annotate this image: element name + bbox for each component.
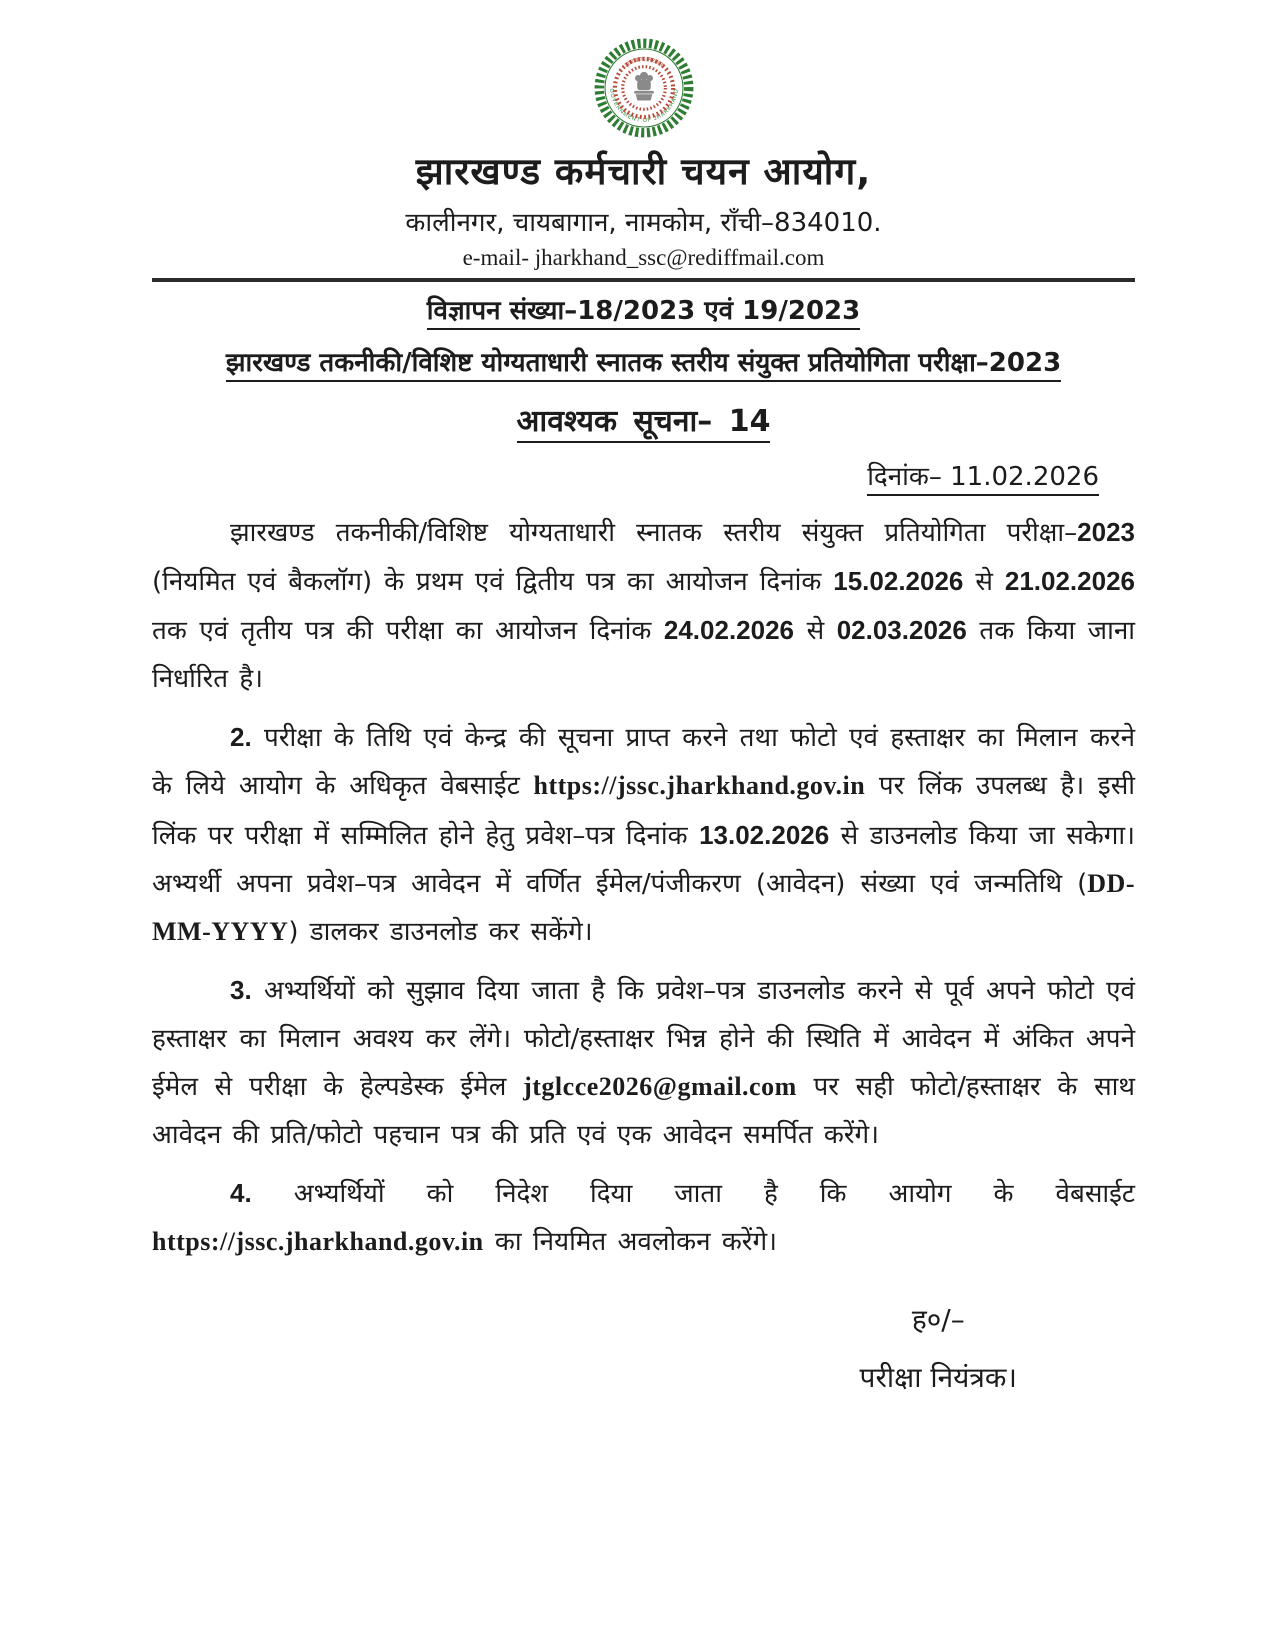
notice-body: [152, 508, 1135, 1266]
notice-heading: आवश्यक सूचना– 14: [152, 399, 1135, 443]
header-divider: [152, 278, 1135, 282]
notice-paragraph: 2. परीक्षा के तिथि एवं केन्द्र की सूचना प्राप्त करने तथा फोटो एवं हस्ताक्षर का मिलान करने के लिये आयोग के अधिकृत वेबसाईट https://jssc.jharkhand.gov.in पर लिंक उपलब्ध है। इसी लिंक पर परीक्षा में सम्मिलित होने हेतु प्रवेश–पत्र दिनांक 13.02.2026 से डाउनलोड किया जा सकेगा। अभ्यर्थी अपना प्रवेश–पत्र आवेदन में वर्णित ईमेल/पंजीकरण (आवेदन) संख्या एवं जन्मतिथि (DD-MM-YYYY) डालकर डाउनलोड कर सकेंगे।: [152, 722, 1136, 947]
notice-paragraph: 3. अभ्यर्थियों को सुझाव दिया जाता है कि प्रवेश–पत्र डाउनलोड करने से पूर्व अपने फोटो एवं हस्ताक्षर का मिलान अवश्य कर लेंगे। फोटो/हस्ताक्षर भिन्न होने की स्थिति में आवेदन में अंकित अपने ईमेल से परीक्षा के हेल्पडेस्क ईमेल jtglcce2026@gmail.com पर सही फोटो/हस्ताक्षर के साथ आवेदन की प्रति/फोटो पहचान पत्र की प्रति एवं एक आवेदन समर्पित करेंगे।: [152, 974, 1135, 1151]
organization-email: e-mail- jharkhand_ssc@rediffmail.com: [462, 245, 825, 270]
svg-text:झारखण्ड सरकार: झारखण्ड सरकार: [623, 55, 665, 69]
notice-date: दिनांक– 11.02.2026: [152, 457, 1135, 496]
organization-name: झारखण्ड कर्मचारी चयन आयोग,: [415, 150, 872, 193]
notice-paragraph: झारखण्ड तकनीकी/विशिष्ट योग्यताधारी स्नातक स्तरीय संयुक्त प्रतियोगिता परीक्षा–2023 (नियमित एवं बैकलॉग) के प्रथम एवं द्वितीय पत्र का आयोजन दिनांक 15.02.2026 से 21.02.2026 तक एवं तृतीय पत्र की परीक्षा का आयोजन दिनांक 24.02.2026 से 02.03.2026 तक किया जाना निर्धारित है।: [152, 517, 1135, 695]
organization-address: कालीनगर, चायबागान, नामकोम, राँची–834010.: [405, 208, 882, 238]
svg-text:GOVERNMENT OF JHARKHAND: GOVERNMENT OF JHARKHAND: [607, 88, 680, 124]
exam-title-line: झारखण्ड तकनीकी/विशिष्ट योग्यताधारी स्नातक स्तरीय संयुक्त प्रतियोगिता परीक्षा–2023: [152, 343, 1135, 382]
signature-mark: ह०/–: [911, 1303, 965, 1337]
document-header: [152, 36, 1135, 282]
notice-paragraph: 4. अभ्यर्थियों को निदेश दिया जाता है कि आयोग के वेबसाईट https://jssc.jharkhand.gov.in का नियमित अवलोकन करेंगे।: [152, 1178, 1135, 1258]
advertisement-number-line: विज्ञापन संख्या–18/2023 एवं 19/2023: [152, 291, 1135, 330]
signature-block: [860, 1300, 1017, 1396]
jharkhand-government-seal-icon: [592, 36, 696, 140]
signatory-designation: परीक्षा नियंत्रक।: [859, 1361, 1017, 1395]
